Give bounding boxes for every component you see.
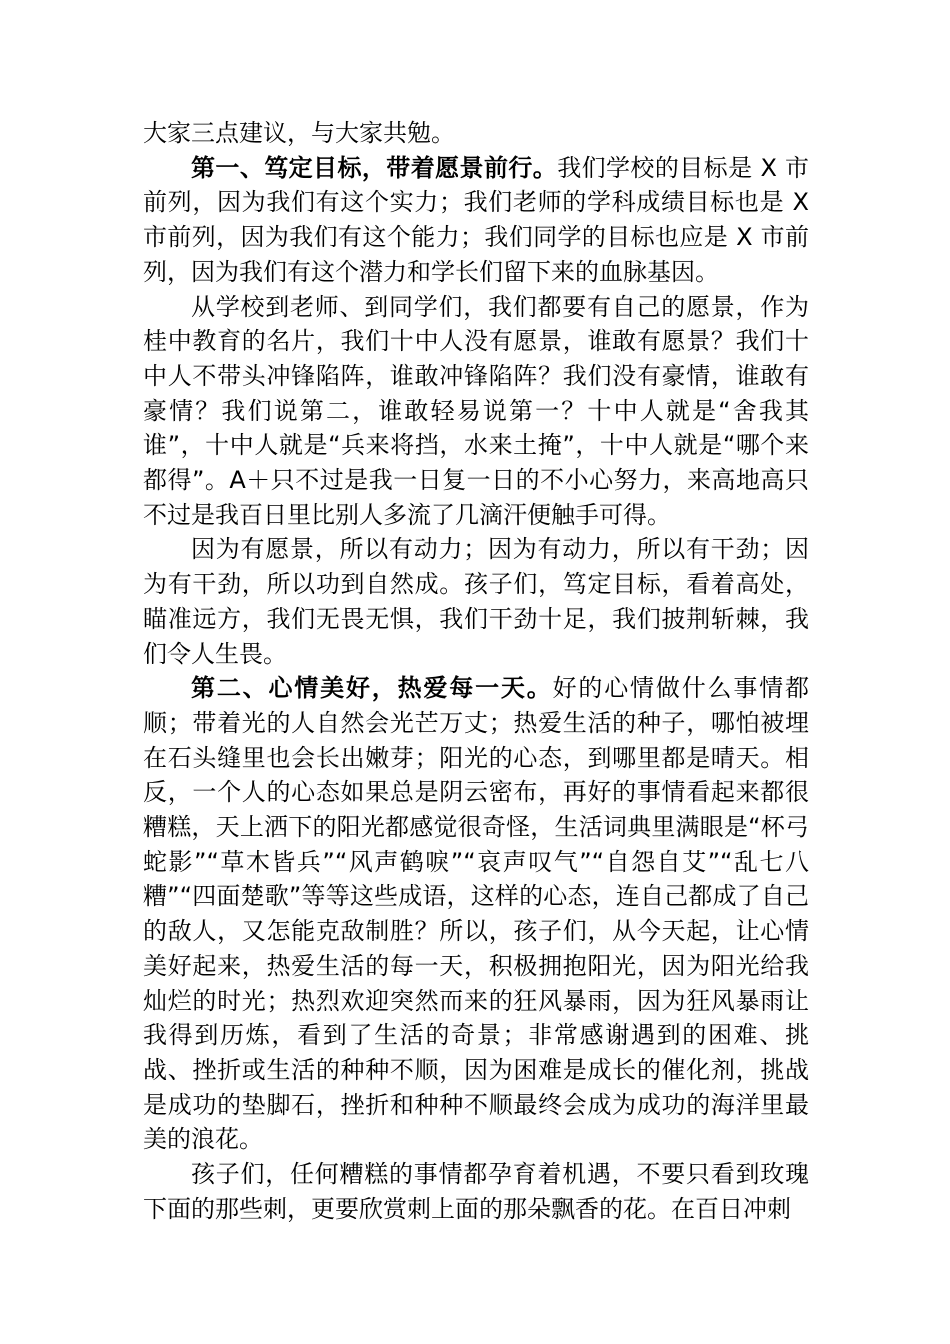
paragraph-text: 大家三点建议，与大家共勉。 — [143, 119, 455, 147]
paragraph-opportunity — [143, 1157, 809, 1226]
document-body — [143, 116, 809, 1227]
paragraph-text: 好的心情做什么事情都顺；带着光的人自然会光芒万丈；热爱生活的种子，哪怕被埋在石头缝里也会长出嫩芽；阳光的心态，到哪里都是晴天。相反，一个人的心态如果总是阴云密布，再好的事情看起来都很糟糕，天上洒下的阳光都感觉很奇怪，生活词典里满眼是“杯弓蛇影”“草木皆兵”“风声鹤唳”“哀声叹气”“自怨自艾”“乱七八糟”“四面楚歌”等等这些成语，这样的心态，连自己都成了自己的敌人，又怎能克敌制胜？所以，孩子们，从今天起，让心情美好起来，热爱生活的每一天，积极拥抱阳光，因为阳光给我灿烂的时光；热烈欢迎突然而来的狂风暴雨，因为狂风暴雨让我得到历炼，看到了生活的奇景；非常感谢遇到的困难、挑战、挫折或生活的种种不顺，因为困难是成长的催化剂，挑战是成功的垫脚石，挫折和种种不顺最终会成为成功的海洋里最美的浪花。 — [143, 674, 810, 1154]
paragraph-text: 从学校到老师、到同学们，我们都要有自己的愿景，作为桂中教育的名片，我们十中人没有愿景，谁敢有愿景？我们十中人不带头冲锋陷阵，谁敢冲锋陷阵？我们没有豪情，谁敢有豪情？我们说第二，谁敢轻易说第一？十中人就是“舍我其谁”，十中人就是“兵来将挡，水来土掩”，十中人就是“哪个来都得”。A＋只不过是我一日复一日的不小心努力，来高地高只不过是我百日里比别人多流了几滴汗便触手可得。 — [143, 292, 809, 529]
paragraph-vision — [143, 290, 809, 533]
paragraph-point-one — [143, 151, 809, 290]
paragraph-text: 孩子们，任何糟糕的事情都孕育着机遇，不要只看到玫瑰下面的那些刺，更要欣赏刺上面的那朵飘香的花。在百日冲刺 — [143, 1160, 809, 1223]
section-heading-two: 第二、心情美好，热爱每一天。 — [191, 674, 553, 703]
paragraph-point-two — [143, 671, 809, 1157]
paragraph-text: 因为有愿景，所以有动力；因为有动力，所以有干劲；因为有干劲，所以功到自然成。孩子们，笃定目标，看着高处，瞄准远方，我们无畏无惧，我们干劲十足，我们披荆斩棘，我们令人生畏。 — [143, 535, 809, 668]
paragraph-motivation — [143, 532, 809, 671]
section-heading-one: 第一、笃定目标，带着愿景前行。 — [191, 153, 558, 182]
paragraph-text: 我们学校的目标是 X 市前列，因为我们有这个实力；我们老师的学科成绩目标也是 X 市前列，因为我们有这个能力；我们同学的目标也应是 X 市前列，因为我们有这个潜力和学长们留下来的血脉基因。 — [143, 153, 810, 286]
paragraph-intro — [143, 116, 809, 151]
